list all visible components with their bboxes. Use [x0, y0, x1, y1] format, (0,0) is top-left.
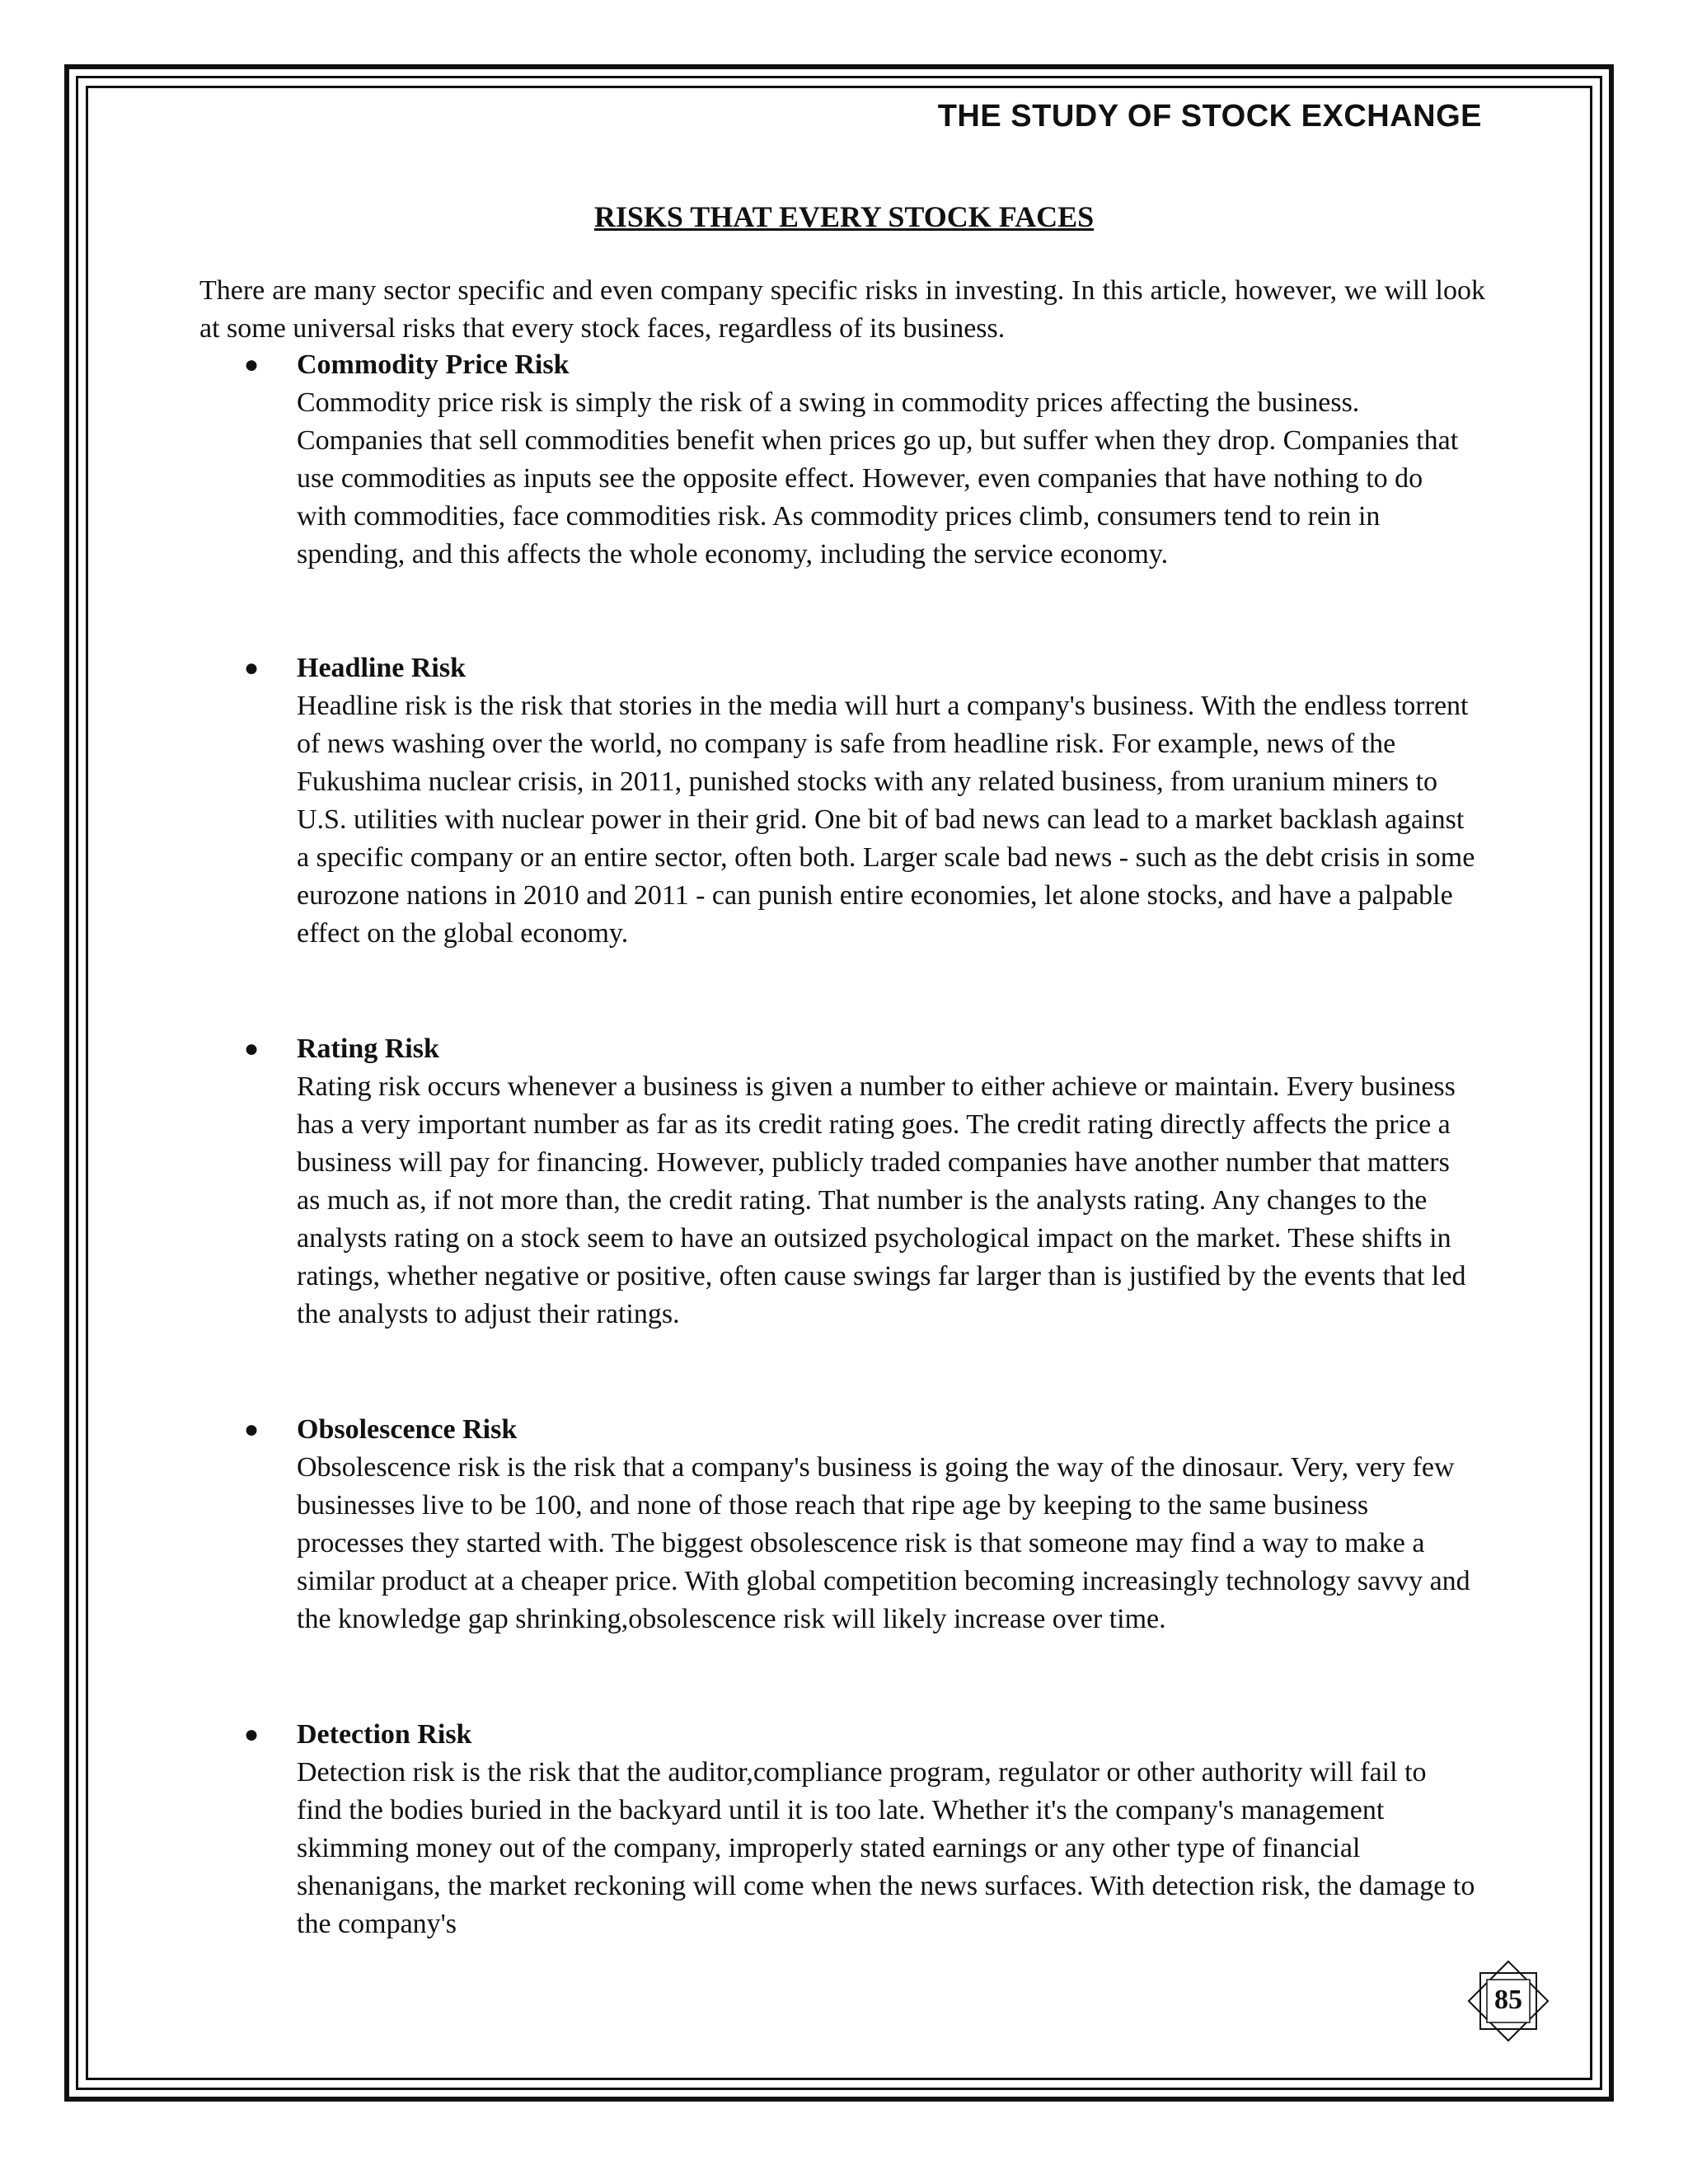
- page-title: RISKS THAT EVERY STOCK FACES: [593, 200, 1095, 233]
- section-heading: Rating Risk: [297, 1033, 439, 1064]
- section-heading: Obsolescence Risk: [297, 1414, 518, 1445]
- section-body: Commodity price risk is simply the risk of a swing in commodity prices affecting the business. Companies that sell commodities benefit when prices go up, but suffer when they drop. Companies that use commodities as inputs see the opposite effect. However, even companies that have nothing to do with commodities, face commodities risk. As commodity prices climb, consumers tend to rein in spending, and this affects the whole economy, including the service economy.: [297, 387, 1459, 569]
- bullet-icon: ●: [244, 654, 260, 682]
- intro-paragraph: There are many sector specific and even company specific risks in investing. In this article, however, we will look at some universal risks that every stock faces, regardless of its business.: [199, 275, 1485, 344]
- running-head: THE STUDY OF STOCK EXCHANGE: [937, 99, 1482, 134]
- bullet-icon: ●: [244, 1035, 260, 1062]
- section-detection-risk: [199, 1716, 1502, 1943]
- bullet-icon: ●: [244, 1721, 260, 1748]
- section-heading: Detection Risk: [297, 1719, 472, 1750]
- page-number: 85: [1494, 1985, 1522, 2015]
- section-body: Rating risk occurs whenever a business is given a number to either achieve or maintain. Every business has a very important number as far as its credit rating goes. The credit rating directly affects the price a business will pay for financing. However, publicly traded companies have another number that matters as much as, if not more than, the credit rating. That number is the analysts rating. Any changes to the analysts rating on a stock seem to have an outsized psychological impact on the market. These shifts in ratings, whether negative or positive, often cause swings far larger than is justified by the events that led the analysts to adjust their ratings.: [297, 1071, 1466, 1329]
- section-body: Obsolescence risk is the risk that a company's business is going the way of the dinosaur. Very, very few businesses live to be 100, and none of those reach that ripe age by keeping to the same business processes they started with. The biggest obsolescence risk is that someone may find a way to make a similar product at a cheaper price. With global competition becoming increasingly technology savvy and the knowledge gap shrinking,obsolescence risk will likely increase over time.: [297, 1452, 1470, 1634]
- bullet-icon: ●: [244, 1416, 260, 1443]
- section-headline-risk: [199, 649, 1502, 953]
- page-number-badge: [1467, 1960, 1550, 2042]
- section-commodity-price-risk: [199, 346, 1502, 574]
- section-heading: Headline Risk: [297, 653, 466, 683]
- section-obsolescence-risk: [199, 1411, 1502, 1638]
- bullet-icon: ●: [244, 351, 260, 378]
- section-heading: Commodity Price Risk: [297, 349, 570, 380]
- section-body: Detection risk is the risk that the auditor,compliance program, regulator or other authority will fail to find the bodies buried in the backyard until it is too late. Whether it's the company's management skimming money out of the company, improperly stated earnings or any other type of financial shenanigans, the market reckoning will come when the news surfaces. With detection risk, the damage to the company's: [297, 1757, 1475, 1939]
- section-body: Headline risk is the risk that stories in the media will hurt a company's business. With the endless torrent of news washing over the world, no company is safe from headline risk. For example, news of the Fukushima nuclear crisis, in 2011, punished stocks with any related business, from uranium miners to U.S. utilities with nuclear power in their grid. One bit of bad news can lead to a market backlash against a specific company or an entire sector, often both. Larger scale bad news - such as the debt crisis in some eurozone nations in 2010 and 2011 - can punish entire economies, let alone stocks, and have a palpable effect on the global economy.: [297, 691, 1475, 949]
- section-rating-risk: [199, 1030, 1502, 1333]
